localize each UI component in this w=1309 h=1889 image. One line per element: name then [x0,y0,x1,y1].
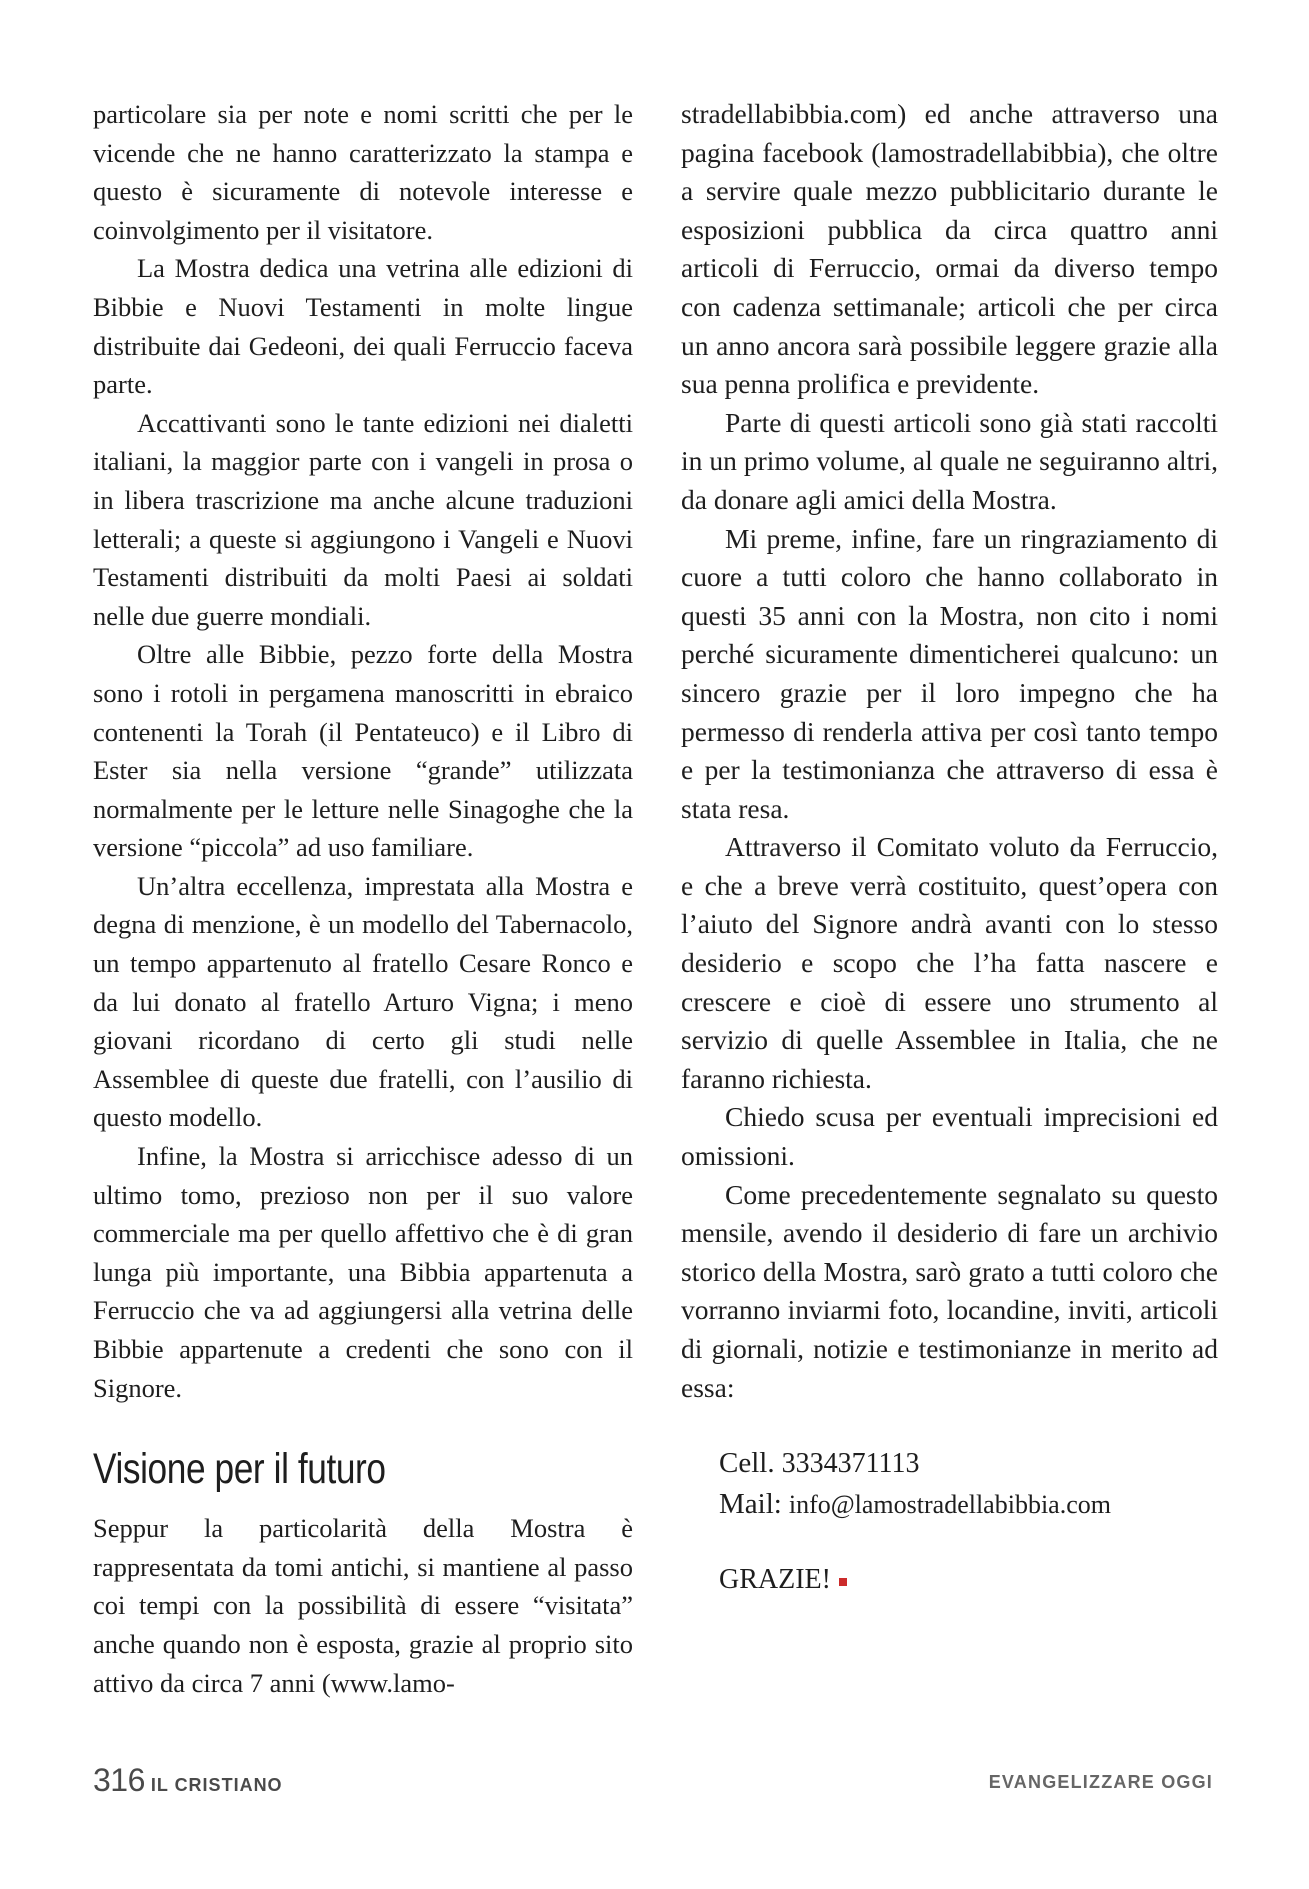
footer-section-name: EVANGELIZZARE OGGI [988,1772,1213,1792]
paragraph: Un’altra eccellenza, imprestata alla Mostra e degna di menzione, è un modello del Tabernacolo, un tempo appartenuto al fratello Cesare Ronco e da lui donato al fratello Arturo Vigna; i meno giovani ricordano di certo gli studi nelle Assemblee di queste due fratelli, con l’ausilio di questo modello. [93,870,633,1133]
left-text-column [93,95,633,1702]
mail-row [719,1484,1218,1525]
paragraph: Mi preme, infine, fare un ringraziamento di cuore a tutti coloro che hanno collaborato in questi 35 anni con la Mostra, non cito i nomi perché sicuramente dimenticherei qualcuno: un sincero grazie per il loro impegno che ha permesso di renderla attiva per così tanto tempo e per la testimonianza che attraverso di essa è stata resa. [681,522,1218,824]
paragraph: Infine, la Mostra si arricchisce adesso di un ultimo tomo, prezioso non per il suo valore commerciale ma per quello affettivo che è di gran lunga più importante, una Bibbia appartenuta a Ferruccio che va ad aggiungersi alla vetrina delle Bibbie appartenute a credenti che sono con il Signore. [93,1141,633,1403]
phone-number: 3334371113 [781,1448,920,1480]
paragraph: Chiedo scusa per eventuali imprecisioni ed omissioni. [681,1101,1218,1172]
paragraph: Attraverso il Comitato voluto da Ferruccio, e che a breve verrà costituito, quest’opera con l’aiuto del Signore andrà avanti con lo stesso desiderio e scopo che l’ha fatta nascere e crescere e cioè di essere uno strumento al servizio di quelle Assemblee in Italia, che ne faranno richiesta. [681,831,1218,1094]
paragraph: Seppur la particolarità della Mostra è rappresentata da tomi antichi, si mantiene al passo coi tempi con la possibilità di essere “visitata” anche quando non è esposta, grazie al proprio sito attivo da circa 7 anni (www.lamo- [93,1513,633,1698]
thanks-text: GRAZIE! [719,1564,831,1596]
paragraph: Parte di questi articoli sono già stati raccolti in un primo volume, al quale ne seguiranno altri, da donare agli amici della Mostra. [681,406,1218,515]
thanks-line [681,1561,1218,1600]
paragraph: Come precedentemente segnalato su questo mensile, avendo il desiderio di fare un archivio storico della Mostra, sarò grato a tutti coloro che vorranno inviarmi foto, locandine, inviti, articoli di giornali, notizie e testimonianze in merito ad essa: [681,1178,1218,1403]
mail-label: Mail: [719,1488,782,1521]
phone-row [719,1443,1218,1484]
right-text-column [681,95,1218,1600]
paragraph: Oltre alle Bibbie, pezzo forte della Mostra sono i rotoli in pergamena manoscritti in ebraico contenenti la Torah (il Pentateuco) e il Libro di Ester sia nella versione “grande” utilizzata normalmente per le letture nelle Sinagoghe che la versione “piccola” ad uso familiare. [93,639,633,863]
paragraph: Accattivanti sono le tante edizioni nei dialetti italiani, la maggior parte con i vangeli in prosa o in libera trascrizione ma anche alcune traduzioni letterali; a queste si aggiungono i Vangeli e Nuovi Testamenti distribuiti da molti Paesi ai soldati nelle due guerre mondiali. [93,407,633,631]
page-number: 316 [93,1762,145,1798]
footer-left [93,1762,283,1799]
paragraph: stradellabibbia.com) ed anche attraverso una pagina facebook (lamostradellabibbia), che oltre a servire quale mezzo pubblicitario durante le esposizioni pubblica da circa quattro anni articoli di Ferruccio, ormai da diverso tempo con cadenza settimanale; articoli che per circa un anno ancora sarà possibile leggere grazie alla sua penna prolifica e previdente. [681,98,1218,400]
paragraph: La Mostra dedica una vetrina alle edizioni di Bibbie e Nuovi Testamenti in molte lingue distribuite dai Gedeoni, dei quali Ferruccio faceva parte. [93,253,633,400]
paragraph: particolare sia per note e nomi scritti che per le vicende che ne hanno caratterizzato la stampa e questo è sicuramente di notevole interesse e coinvolgimento per il visitatore. [93,99,633,245]
magazine-name: IL CRISTIANO [150,1775,283,1795]
mail-address: info@lamostradellabibbia.com [788,1490,1111,1520]
end-of-article-square-icon [839,1578,847,1586]
section-heading: Visione per il futuro [93,1445,386,1494]
contact-block [681,1443,1218,1525]
phone-label: Cell. [719,1447,775,1480]
